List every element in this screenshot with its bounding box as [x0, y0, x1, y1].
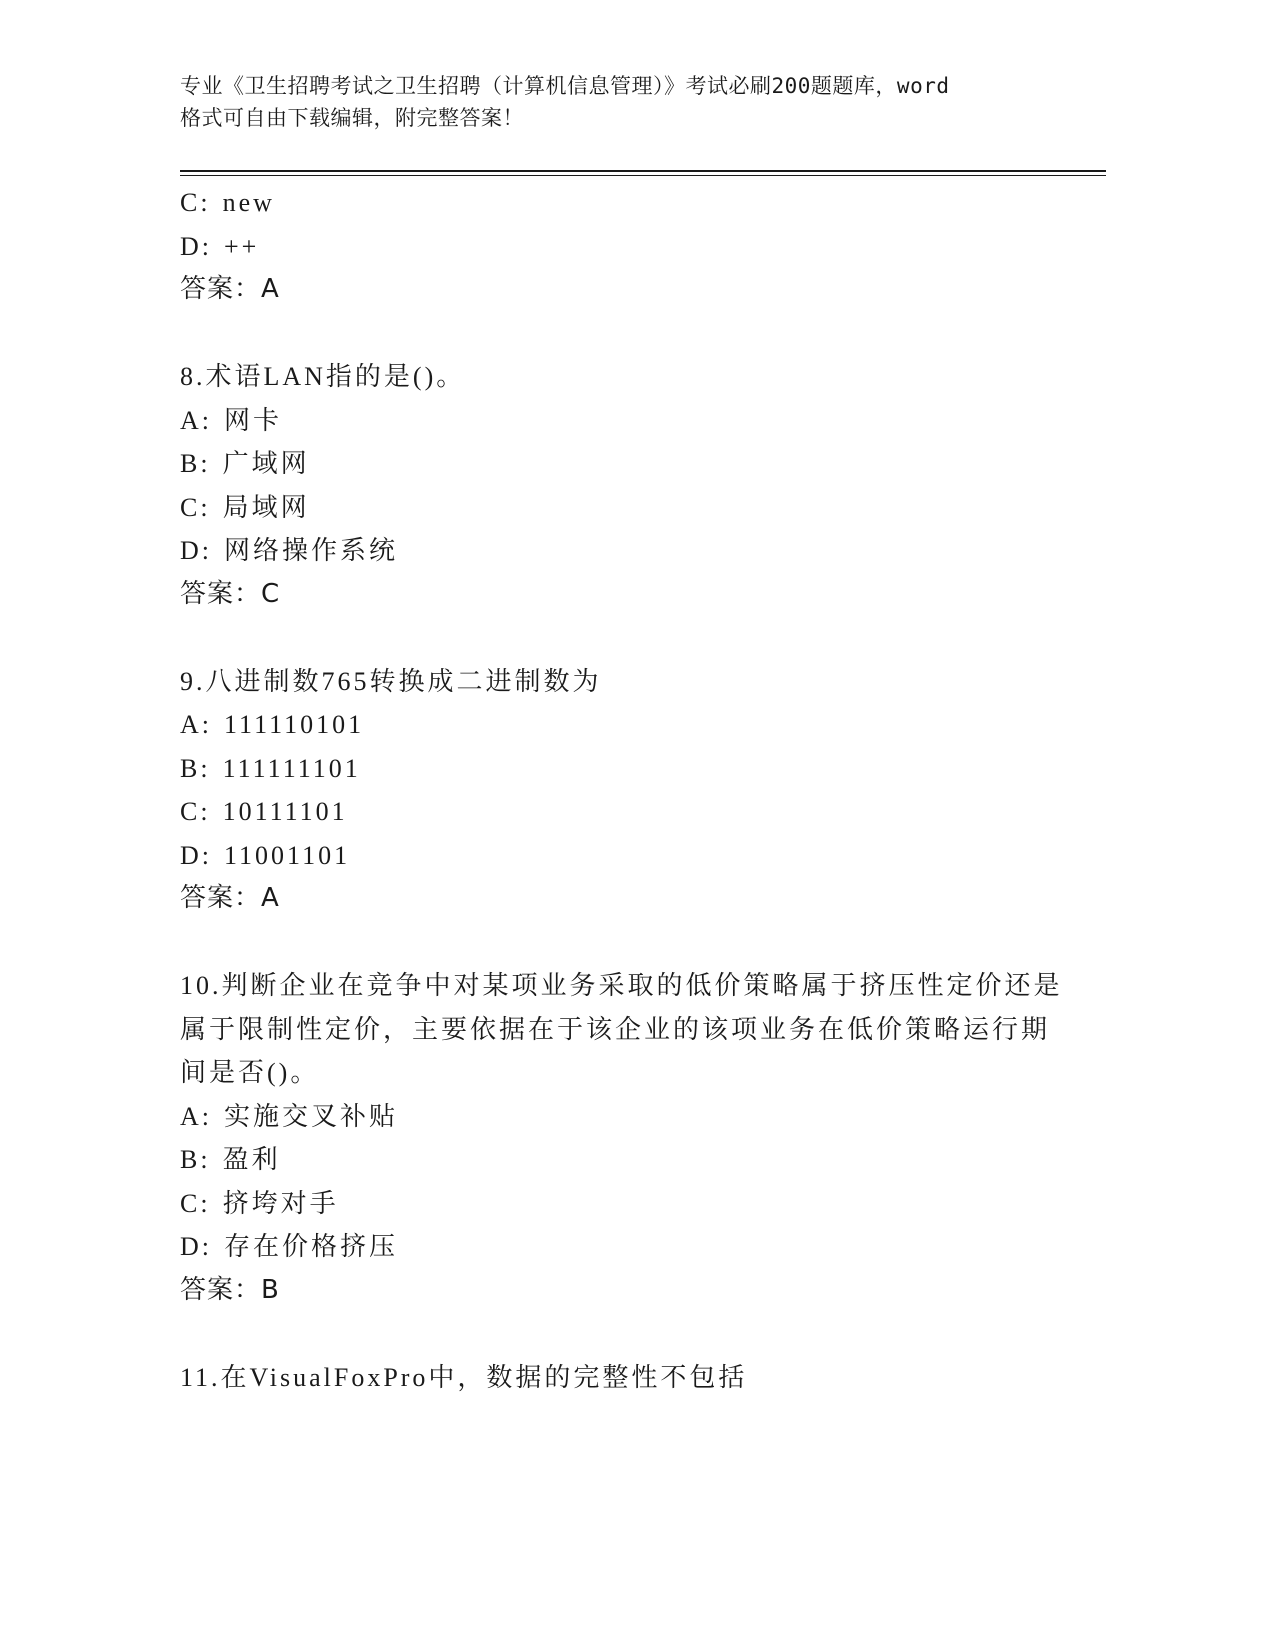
question-10 — [180, 964, 1063, 1312]
option-c: C: 局域网 — [180, 492, 310, 522]
header-divider-thin — [180, 175, 1106, 176]
question-title: 9.八进制数765转换成二进制数为 — [180, 666, 602, 696]
question-title-line-2: 属于限制性定价，主要依据在于该企业的该项业务在低价策略运行期 — [180, 1014, 1051, 1044]
answer-line: 答案：C — [180, 578, 281, 609]
option-d: D: 11001101 — [180, 840, 351, 870]
question-title-line-3: 间是否()。 — [180, 1058, 320, 1087]
question-title: 11.在VisualFoxPro中，数据的完整性不包括 — [180, 1362, 748, 1392]
question-9 — [180, 660, 1040, 921]
question-title-line-1: 10.判断企业在竞争中对某项业务采取的低价策略属于挤压性定价还是 — [180, 971, 1063, 1000]
question-11 — [180, 1356, 1040, 1400]
option-d: D: 存在价格挤压 — [180, 1232, 399, 1261]
header-line-2: 格式可自由下载编辑，附完整答案！ — [180, 106, 524, 130]
option-b: B: 广域网 — [180, 449, 310, 478]
option-b: B: 111111101 — [180, 753, 361, 783]
document-header — [180, 70, 1080, 134]
header-divider-thick — [180, 170, 1106, 172]
question-7-continued — [180, 181, 1040, 312]
option-d: D: ++ — [180, 231, 260, 261]
answer-line: 答案：A — [180, 883, 280, 913]
option-a: A: 实施交叉补贴 — [180, 1101, 399, 1131]
header-line-1: 专业《卫生招聘考试之卫生招聘（计算机信息管理）》考试必刷200题题库，word — [180, 74, 950, 98]
question-title: 8.术语LAN指的是()。 — [180, 362, 466, 391]
option-c: C: new — [180, 188, 275, 217]
answer-line: 答案：B — [180, 1274, 280, 1305]
option-a: A: 111110101 — [180, 710, 365, 739]
answer-line: 答案：A — [180, 274, 280, 304]
option-b: B: 盈利 — [180, 1145, 281, 1174]
question-8 — [180, 355, 1040, 616]
option-a: A: 网卡 — [180, 405, 283, 435]
question-list — [180, 181, 1063, 1399]
option-d: D: 网络操作系统 — [180, 536, 399, 565]
option-c: C: 挤垮对手 — [180, 1188, 339, 1218]
option-c: C: 10111101 — [180, 797, 348, 826]
